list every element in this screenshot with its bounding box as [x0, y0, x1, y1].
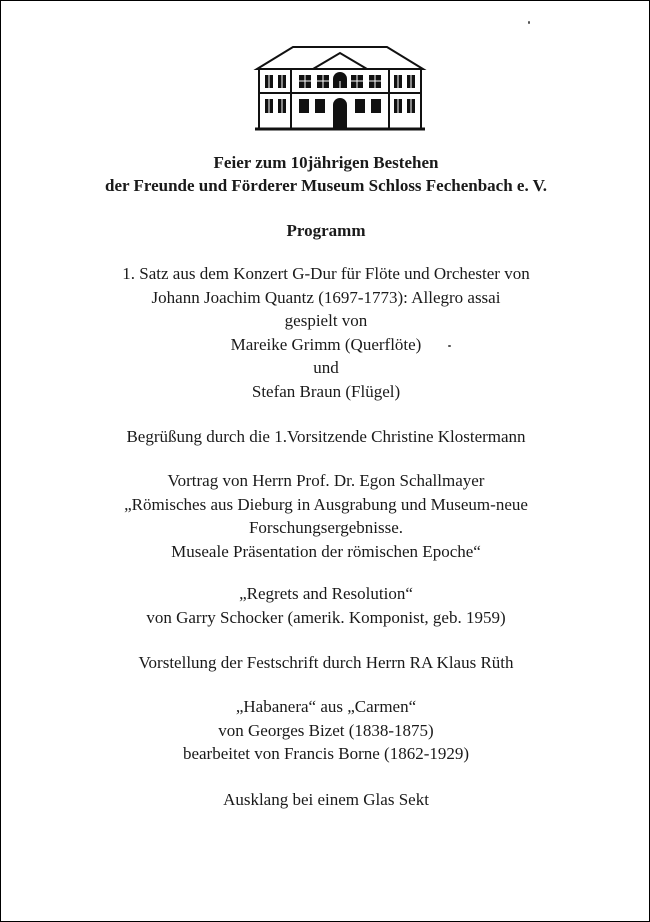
program-line: „Habanera“ aus „Carmen“ [235, 697, 417, 716]
program-line: Museale Präsentation der römischen Epoche“ [171, 541, 481, 561]
event-title-line-1: Feier zum 10jährigen Bestehen [213, 153, 439, 172]
program-line: „Regrets and Resolution“ [239, 584, 413, 603]
program-line: Vortrag von Herrn Prof. Dr. Egon Schallmayer [167, 471, 485, 490]
scan-speck [528, 21, 530, 24]
event-title [1, 151, 650, 197]
program-line: von Georges Bizet (1838-1875) [218, 720, 434, 740]
program-line: bearbeitet von Francis Borne (1862-1929) [182, 744, 470, 763]
program-line: gespielt von [284, 311, 368, 330]
program-line: von Garry Schocker (amerik. Komponist, geb. 1959) [146, 607, 506, 627]
program-line: Begrüßung durch die 1.Vorsitzende Christine Klostermann [126, 427, 526, 446]
program-line: Stefan Braun (Flügel) [251, 381, 401, 401]
program-line: und [313, 358, 339, 377]
program-line: „Römisches aus Dieburg in Ausgrabung und Museum-neue [124, 494, 528, 514]
program-line: Johann Joachim Quantz (1697-1773): Allegro assai [151, 287, 501, 307]
program-item-habanera [1, 695, 650, 766]
event-title-line-2: der Freunde und Förderer Museum Schloss Fechenbach e. V. [104, 176, 548, 195]
program-item-festschrift [1, 651, 650, 675]
program-line: Mareike Grimm (Querflöte) [230, 334, 422, 354]
program-heading: Programm [286, 221, 366, 240]
scan-speck [448, 345, 451, 347]
program-line: Forschungsergebnisse. [248, 518, 404, 537]
program-line: Ausklang bei einem Glas Sekt [223, 790, 429, 809]
program-item-lecture [1, 469, 650, 563]
program-item-regrets [1, 582, 650, 629]
schloss-building-icon [253, 41, 427, 133]
program-line: Vorstellung der Festschrift durch Herrn RA Klaus Rüth [138, 653, 514, 672]
program-item-closing [1, 788, 650, 812]
program-item-concert [1, 262, 650, 403]
program-item-greeting [1, 425, 650, 449]
program-line: 1. Satz aus dem Konzert G-Dur für Flöte und Orchester von [122, 264, 530, 283]
